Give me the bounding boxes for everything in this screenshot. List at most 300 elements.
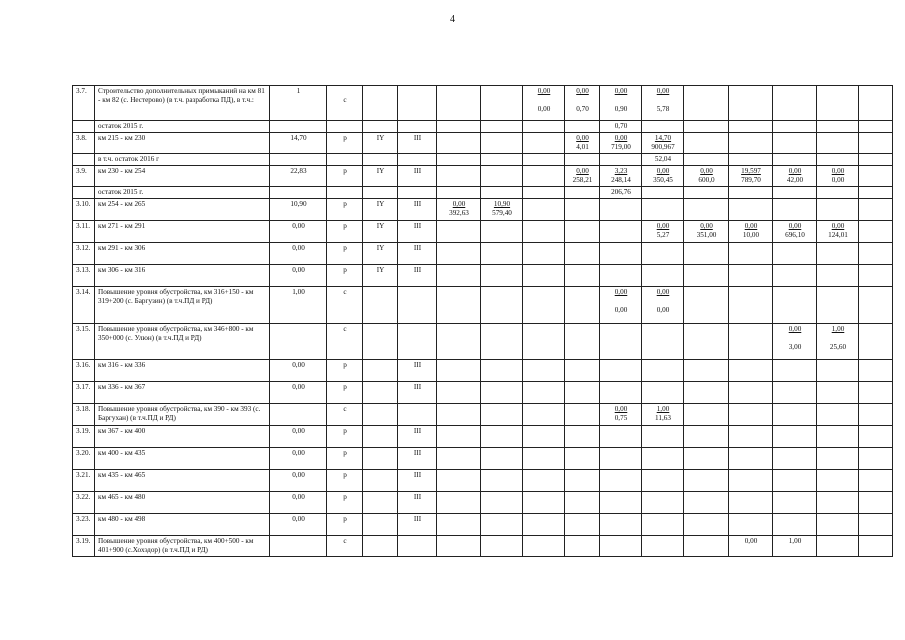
c9-cell [523, 166, 565, 187]
c12-cell [642, 404, 684, 426]
table-row [73, 86, 893, 121]
row-number: 3.7. [76, 87, 87, 95]
tech-category-cell [398, 221, 437, 243]
tech-category: III [413, 471, 422, 479]
length-value: 0,00 [292, 266, 305, 274]
value-secondary: 0,00 [537, 105, 551, 113]
c12-cell [642, 514, 684, 536]
c10-cell [565, 536, 600, 557]
class-cell [363, 514, 398, 536]
value-secondary: 10,00 [742, 231, 760, 239]
c8-cell [481, 86, 523, 121]
value-secondary: 124,01 [828, 231, 848, 239]
table-row [73, 492, 893, 514]
row-number-cell [73, 121, 95, 133]
length-cell [270, 154, 327, 166]
row-number: 3.15. [76, 325, 91, 333]
c11-cell [600, 470, 642, 492]
length-cell [270, 324, 327, 360]
c15-cell [773, 199, 817, 221]
extra-cell [859, 287, 893, 324]
c16-cell [817, 265, 859, 287]
c9-cell [523, 324, 565, 360]
row-name-cell [95, 121, 270, 133]
c14-cell [729, 287, 773, 324]
class-cell [363, 382, 398, 404]
row-name-cell [95, 324, 270, 360]
c10-cell [565, 360, 600, 382]
c8-cell [481, 382, 523, 404]
document-table-wrapper [72, 85, 848, 566]
class-cell [363, 492, 398, 514]
c7-cell [437, 360, 481, 382]
c12-cell [642, 133, 684, 154]
c8-cell [481, 199, 523, 221]
c7-cell [437, 243, 481, 265]
category-cell [327, 243, 363, 265]
c13-cell [684, 470, 729, 492]
class-cell [363, 154, 398, 166]
c14-cell [729, 382, 773, 404]
c7-cell [437, 86, 481, 121]
extra-cell [859, 133, 893, 154]
row-number-cell [73, 133, 95, 154]
value-primary: 3,23 [614, 167, 628, 175]
row-number-cell [73, 243, 95, 265]
c11-cell [600, 166, 642, 187]
row-name: км 316 - км 336 [98, 361, 146, 369]
c14-cell [729, 536, 773, 557]
category-code: р [343, 515, 347, 523]
c14-cell [729, 324, 773, 360]
value-secondary: 0,90 [614, 105, 628, 113]
row-number: 3.20. [76, 449, 91, 457]
length-value: 14,70 [290, 134, 307, 142]
c11-cell [600, 492, 642, 514]
c14-cell [729, 154, 773, 166]
c13-cell [684, 536, 729, 557]
c8-cell [481, 265, 523, 287]
value-primary: 0,00 [614, 288, 628, 296]
c10-cell [565, 133, 600, 154]
row-name-cell [95, 154, 270, 166]
class-cell [363, 221, 398, 243]
value-secondary: 5,27 [656, 231, 670, 239]
value-primary: 0,00 [700, 167, 713, 175]
c8-cell [481, 470, 523, 492]
extra-cell [859, 382, 893, 404]
c8-cell [481, 536, 523, 557]
category-code: с [343, 405, 347, 413]
category-cell [327, 470, 363, 492]
row-number-cell [73, 265, 95, 287]
c14-cell [729, 360, 773, 382]
table-row [73, 154, 893, 166]
class-cell [363, 265, 398, 287]
class-cell [363, 86, 398, 121]
c15-cell [773, 492, 817, 514]
row-name-cell [95, 221, 270, 243]
row-number-cell [73, 426, 95, 448]
c15-cell [773, 287, 817, 324]
c9-cell [523, 199, 565, 221]
c10-cell [565, 404, 600, 426]
class-cell [363, 199, 398, 221]
length-cell [270, 199, 327, 221]
c7-cell [437, 154, 481, 166]
row-name: в т.ч. остаток 2016 г [98, 155, 160, 163]
c13-cell [684, 265, 729, 287]
c11-cell [600, 426, 642, 448]
value-primary: 0,70 [614, 122, 628, 130]
category-code: р [343, 493, 347, 501]
class-cell [363, 133, 398, 154]
category-code: р [343, 383, 347, 391]
value-primary: 0,00 [656, 87, 670, 95]
length-value: 1 [296, 87, 301, 95]
tech-category-cell [398, 166, 437, 187]
tech-category-cell [398, 514, 437, 536]
c12-cell [642, 536, 684, 557]
c14-cell [729, 492, 773, 514]
c9-cell [523, 492, 565, 514]
length-value: 0,00 [292, 471, 305, 479]
length-cell [270, 166, 327, 187]
table-row [73, 187, 893, 199]
tech-category: III [413, 493, 422, 501]
extra-cell [859, 166, 893, 187]
row-name: км 291 - км 306 [98, 244, 146, 252]
length-cell [270, 514, 327, 536]
tech-category: III [413, 222, 422, 230]
row-number-cell [73, 360, 95, 382]
c12-cell [642, 86, 684, 121]
c7-cell [437, 133, 481, 154]
c15-cell [773, 243, 817, 265]
length-cell [270, 121, 327, 133]
category-code: р [343, 427, 347, 435]
class-code: IY [376, 167, 385, 175]
table-row [73, 121, 893, 133]
c15-cell [773, 265, 817, 287]
value-primary: 1,00 [656, 405, 670, 413]
c13-cell [684, 426, 729, 448]
value-primary: 0,00 [614, 134, 628, 142]
c7-cell [437, 121, 481, 133]
row-number: 3.23. [76, 515, 91, 523]
tech-category-cell [398, 382, 437, 404]
value-primary: 0,00 [788, 222, 802, 230]
c12-cell [642, 154, 684, 166]
length-value: 0,00 [292, 449, 305, 457]
category-code: р [343, 266, 347, 274]
c10-cell [565, 243, 600, 265]
c12-cell [642, 187, 684, 199]
row-number: 3.11. [76, 222, 91, 230]
extra-cell [859, 243, 893, 265]
row-number: 3.14. [76, 288, 91, 296]
value-primary: 0,00 [576, 134, 589, 142]
c10-cell [565, 86, 600, 121]
value-primary: 19,597 [741, 167, 761, 175]
row-name-cell [95, 382, 270, 404]
table-row [73, 324, 893, 360]
tech-category-cell [398, 154, 437, 166]
row-number: 3.8. [76, 134, 87, 142]
c16-cell [817, 287, 859, 324]
tech-category: III [413, 167, 422, 175]
c9-cell [523, 287, 565, 324]
category-cell [327, 121, 363, 133]
c11-cell [600, 121, 642, 133]
table-row [73, 404, 893, 426]
tech-category-cell [398, 133, 437, 154]
value-primary: 0,00 [744, 222, 758, 230]
length-cell [270, 426, 327, 448]
row-name: км 336 - км 367 [98, 383, 146, 391]
class-cell [363, 287, 398, 324]
length-value: 10,90 [290, 200, 307, 208]
c9-cell [523, 448, 565, 470]
value-primary: 0,00 [788, 167, 802, 175]
c8-cell [481, 287, 523, 324]
table-row [73, 133, 893, 154]
row-number: 3.10. [76, 200, 91, 208]
value-secondary: 5,78 [656, 105, 670, 113]
category-code: р [343, 222, 347, 230]
class-cell [363, 324, 398, 360]
class-code: IY [376, 222, 385, 230]
c7-cell [437, 265, 481, 287]
length-value: 0,00 [292, 222, 305, 230]
c7-cell [437, 404, 481, 426]
category-cell [327, 324, 363, 360]
category-cell [327, 426, 363, 448]
category-code: р [343, 361, 347, 369]
class-cell [363, 536, 398, 557]
c9-cell [523, 221, 565, 243]
value-primary: 0,00 [656, 222, 670, 230]
c10-cell [565, 265, 600, 287]
row-number-cell [73, 448, 95, 470]
c15-cell [773, 221, 817, 243]
length-cell [270, 382, 327, 404]
category-code: р [343, 449, 347, 457]
c13-cell [684, 492, 729, 514]
row-number-cell [73, 166, 95, 187]
length-value: 0,00 [292, 361, 305, 369]
c10-cell [565, 154, 600, 166]
extra-cell [859, 187, 893, 199]
c13-cell [684, 166, 729, 187]
extra-cell [859, 154, 893, 166]
class-code: IY [376, 266, 385, 274]
row-name: Строительство дополнительных примыканий на км 81 - км 82 (с. Нестерово) (в т.ч. разработка ПД), в т.ч.: [98, 87, 265, 104]
c9-cell [523, 360, 565, 382]
c8-cell [481, 187, 523, 199]
c14-cell [729, 187, 773, 199]
value-primary: 0,00 [614, 405, 628, 413]
value-primary: 0,00 [831, 222, 845, 230]
value-primary: 1,00 [788, 537, 802, 545]
row-number: 3.22. [76, 493, 91, 501]
c10-cell [565, 166, 600, 187]
c12-cell [642, 324, 684, 360]
value-primary: 0,00 [700, 222, 713, 230]
tech-category: III [413, 427, 422, 435]
length-cell [270, 243, 327, 265]
value-secondary: 696,10 [785, 231, 805, 239]
length-value: 22,83 [290, 167, 307, 175]
value-secondary: 11,63 [655, 414, 671, 422]
c10-cell [565, 382, 600, 404]
c16-cell [817, 166, 859, 187]
c16-cell [817, 187, 859, 199]
value-secondary: 579,40 [492, 209, 512, 217]
c8-cell [481, 221, 523, 243]
category-cell [327, 221, 363, 243]
c13-cell [684, 133, 729, 154]
construction-schedule-table [72, 85, 893, 557]
category-code: с [343, 325, 347, 333]
category-cell [327, 287, 363, 324]
c10-cell [565, 492, 600, 514]
value-secondary: 0,00 [614, 306, 628, 314]
c10-cell [565, 187, 600, 199]
c14-cell [729, 265, 773, 287]
c7-cell [437, 187, 481, 199]
c7-cell [437, 166, 481, 187]
c7-cell [437, 287, 481, 324]
tech-category: III [413, 361, 422, 369]
value-primary: 0,00 [576, 167, 589, 175]
row-number-cell [73, 382, 95, 404]
c9-cell [523, 470, 565, 492]
tech-category: III [413, 383, 422, 391]
class-cell [363, 360, 398, 382]
row-number-cell [73, 221, 95, 243]
c12-cell [642, 243, 684, 265]
c7-cell [437, 492, 481, 514]
row-number: 3.19. [76, 537, 91, 545]
row-name-cell [95, 404, 270, 426]
row-name-cell [95, 492, 270, 514]
c8-cell [481, 426, 523, 448]
c10-cell [565, 426, 600, 448]
category-code: с [343, 537, 347, 545]
c14-cell [729, 166, 773, 187]
row-name: Повышение уровня обустройства, км 400+500 - км 401+900 (с.Хохэдор) (в т.ч.ПД и РД) [98, 537, 254, 554]
c11-cell [600, 360, 642, 382]
row-number: 3.16. [76, 361, 91, 369]
extra-cell [859, 470, 893, 492]
row-name-cell [95, 187, 270, 199]
tech-category-cell [398, 360, 437, 382]
row-name: км 480 - км 498 [98, 515, 146, 523]
c13-cell [684, 121, 729, 133]
c10-cell [565, 514, 600, 536]
table-row [73, 221, 893, 243]
c12-cell [642, 287, 684, 324]
c9-cell [523, 536, 565, 557]
table-row [73, 265, 893, 287]
class-cell [363, 448, 398, 470]
length-cell [270, 265, 327, 287]
c11-cell [600, 243, 642, 265]
tech-category: III [413, 200, 422, 208]
c10-cell [565, 121, 600, 133]
length-value: 0,00 [292, 493, 305, 501]
row-number-cell [73, 514, 95, 536]
value-secondary: 3,00 [788, 343, 802, 351]
category-code: с [343, 288, 347, 296]
c15-cell [773, 536, 817, 557]
value-secondary: 350,45 [653, 176, 673, 184]
row-name-cell [95, 287, 270, 324]
row-number-cell [73, 492, 95, 514]
row-name-cell [95, 426, 270, 448]
row-name: остаток 2015 г. [98, 122, 144, 130]
c15-cell [773, 514, 817, 536]
category-cell [327, 187, 363, 199]
table-row [73, 536, 893, 557]
c12-cell [642, 221, 684, 243]
tech-category-cell [398, 448, 437, 470]
category-cell [327, 404, 363, 426]
tech-category: III [413, 266, 422, 274]
c16-cell [817, 536, 859, 557]
tech-category-cell [398, 492, 437, 514]
c7-cell [437, 470, 481, 492]
value-secondary: 248,14 [611, 176, 631, 184]
length-cell [270, 133, 327, 154]
c11-cell [600, 404, 642, 426]
c16-cell [817, 133, 859, 154]
c16-cell [817, 221, 859, 243]
c16-cell [817, 426, 859, 448]
category-cell [327, 382, 363, 404]
row-name-cell [95, 360, 270, 382]
length-cell [270, 470, 327, 492]
value-primary: 0,00 [656, 288, 670, 296]
row-name: км 271 - км 291 [98, 222, 146, 230]
category-cell [327, 133, 363, 154]
tech-category: III [413, 515, 422, 523]
c14-cell [729, 121, 773, 133]
class-cell [363, 166, 398, 187]
c11-cell [600, 324, 642, 360]
c9-cell [523, 154, 565, 166]
c14-cell [729, 133, 773, 154]
c10-cell [565, 448, 600, 470]
category-code: р [343, 244, 347, 252]
category-cell [327, 514, 363, 536]
tech-category: III [413, 134, 422, 142]
value-secondary: 600,0 [698, 176, 715, 184]
c11-cell [600, 86, 642, 121]
value-primary: 52,04 [654, 155, 672, 163]
row-name-cell [95, 166, 270, 187]
category-cell [327, 265, 363, 287]
c7-cell [437, 448, 481, 470]
c14-cell [729, 470, 773, 492]
c9-cell [523, 426, 565, 448]
row-number: 3.12. [76, 244, 91, 252]
c13-cell [684, 199, 729, 221]
category-code: р [343, 471, 347, 479]
c11-cell [600, 154, 642, 166]
table-row [73, 426, 893, 448]
